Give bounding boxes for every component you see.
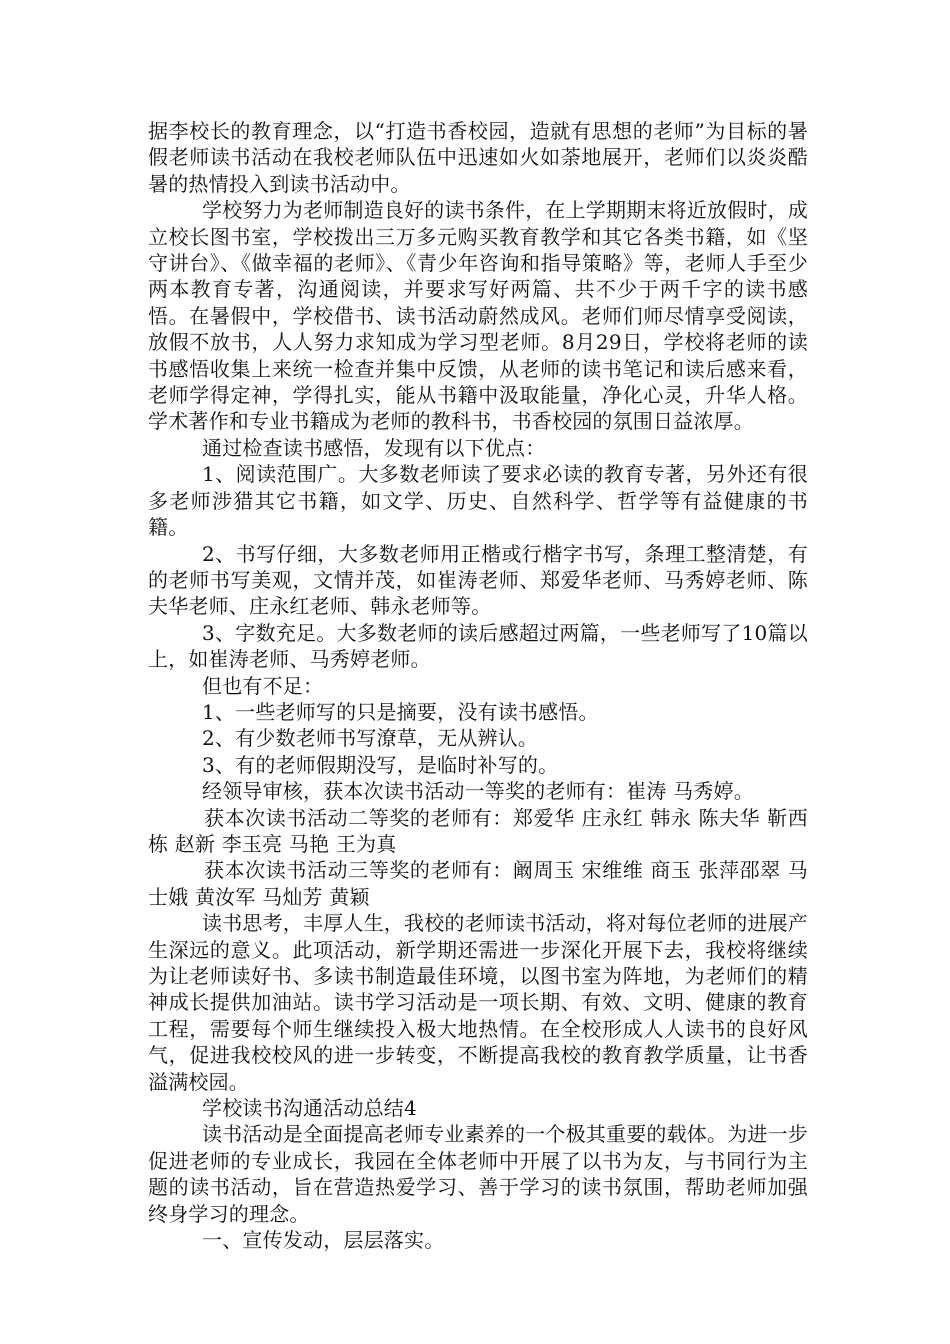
paragraph-strengths-heading: 通过检查读书感悟，发现有以下优点： <box>202 435 546 460</box>
paragraph-weakness-1: 1、一些老师写的只是摘要，没有读书感悟。 <box>202 699 599 724</box>
paragraph-strength-3: 3、字数充足。大多数老师的读后感超过两篇，一些老师写了10篇以上，如崔涛老师、马秀婷老师。 <box>148 620 808 672</box>
paragraph-weakness-3: 3、有的老师假期没写，是临时补写的。 <box>202 752 559 777</box>
paragraph-strength-2: 2、书写仔细，大多数老师用正楷或行楷字书写，条理工整清楚，有的老师书写美观，文情并茂，如崔涛老师、郑爱华老师、马秀婷老师、陈夫华老师、庄永红老师、韩永老师等。 <box>148 541 808 619</box>
paragraph-conclusion: 读书思考，丰厚人生，我校的老师读书活动，将对每位老师的进展产生深远的意义。此项活动，新学期还需进一步深化开展下去，我校将继续为让老师读好书、多读书制造最佳环境，以图书室为阵地，为老师们的精神成长提供加油站。读书学习活动是一项长期、有效、文明、健康的教育工程，需要每个师生继续投入极大地热情。在全校形成人人读书的良好风气，促进我校校风的进一步转变，不断提高我校的教育教学质量，让书香溢满校园。 <box>148 911 808 1094</box>
paragraph-strength-1: 1、阅读范围广。大多数老师读了要求必读的教育专著，另外还有很多老师涉猎其它书籍，如文学、历史、自然科学、哲学等有益健康的书籍。 <box>148 462 808 540</box>
paragraph-reading-conditions: 学校努力为老师制造良好的读书条件，在上学期期末将近放假时，成立校长图书室，学校拨出三万多元购买教育教学和其它各类书籍，如《坚守讲台》、《做幸福的老师》、《青少年咨询和指导策略》等，老师人手至少两本教育专著，沟通阅读，并要求写好两篇、共不少于两千字的读书感悟。在暑假中，学校借书、读书活动蔚然成风。老师们师尽情享受阅读，放假不放书，人人努力求知成为学习型老师。8月29日，学校将老师的读书感悟收集上来统一检查并集中反馈，从老师的读书笔记和读后感来看，老师学得定神，学得扎实，能从书籍中汲取能量，净化心灵，升华人格。学术著作和专业书籍成为老师的教科书，书香校园的氛围日益浓厚。 <box>148 198 808 434</box>
subsection-heading: 一、宣传发动，层层落实。 <box>202 1228 445 1253</box>
paragraph-activity-intro: 读书活动是全面提高老师专业素养的一个极其重要的载体。为进一步促进老师的专业成长，我园在全体老师中开展了以书为友，与书同行为主题的读书活动，旨在营造热爱学习、善于学习的读书氛围，帮助老师加强终身学习的理念。 <box>148 1122 808 1226</box>
section-title: 学校读书沟通活动总结4 <box>202 1096 417 1121</box>
paragraph-second-prize: 获本次读书活动二等奖的老师有：郑爱华 庄永红 韩永 陈夫华 靳西栋 赵新 李玉亮 马艳 王为真 <box>148 805 808 856</box>
paragraph-weaknesses-heading: 但也有不足： <box>202 673 324 698</box>
paragraph-third-prize: 获本次读书活动三等奖的老师有：阚周玉 宋维维 商玉 张萍邵翠 马士娥 黄汝军 马灿芳 黄颖 <box>148 858 808 909</box>
paragraph-intro: 据李校长的教育理念，以“打造书香校园，造就有思想的老师”为目标的暑假老师读书活动在我校老师队伍中迅速如火如荼地展开，老师们以炎炎酷暑的热情投入到读书活动中。 <box>148 119 808 196</box>
document-page <box>148 118 808 1253</box>
paragraph-first-prize: 经领导审核，获本次读书活动一等奖的老师有：崔涛 马秀婷。 <box>202 779 754 804</box>
paragraph-weakness-2: 2、有少数老师书写潦草，无从辨认。 <box>202 726 539 751</box>
